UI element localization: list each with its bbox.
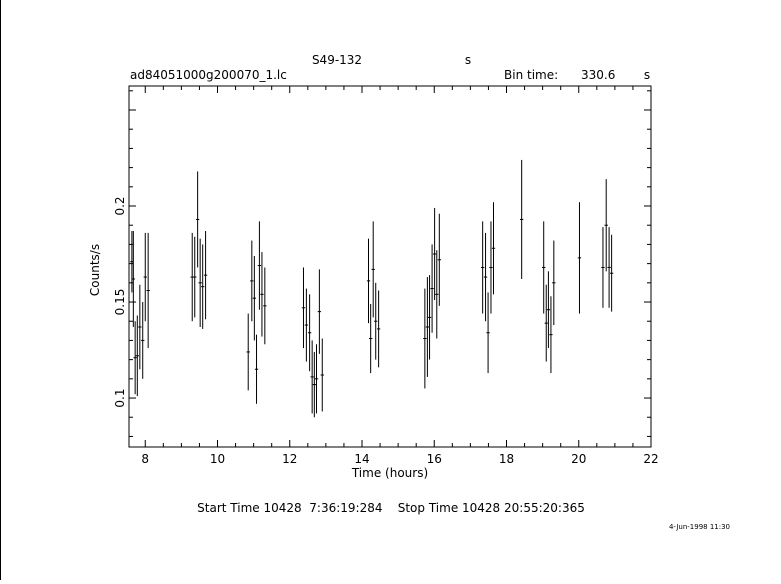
data-point xyxy=(253,256,256,340)
data-point xyxy=(605,179,608,271)
data-point xyxy=(545,285,548,362)
y-tick-label: 0.1 xyxy=(113,388,127,408)
data-point xyxy=(196,171,199,267)
data-point xyxy=(578,202,581,313)
x-tick-label: 12 xyxy=(282,452,298,466)
data-point xyxy=(426,277,429,377)
data-point xyxy=(377,291,380,368)
data-point xyxy=(258,221,261,309)
data-point xyxy=(369,304,372,373)
x-tick-label: 10 xyxy=(209,452,226,466)
data-point xyxy=(552,241,555,325)
data-point xyxy=(250,241,253,322)
data-point xyxy=(607,227,610,308)
data-point xyxy=(372,221,375,317)
start-stop-times: Start Time 10428 7:36:19:284 Stop Time 10428 20:55:20:365 xyxy=(197,501,585,515)
data-point xyxy=(321,339,324,412)
data-point xyxy=(133,321,136,394)
data-point xyxy=(313,352,316,417)
data-point xyxy=(520,160,523,279)
data-point xyxy=(547,271,550,348)
y-axis-ticks xyxy=(113,91,651,437)
data-point xyxy=(549,296,552,373)
plot-frame xyxy=(129,86,651,447)
data-point xyxy=(146,233,149,348)
data-point xyxy=(423,289,426,389)
lc-filename: ad84051000g200070_1.lc xyxy=(130,68,287,82)
data-point xyxy=(201,244,204,328)
data-point xyxy=(374,283,377,360)
plot-date: 4-Jun-1998 11:30 xyxy=(668,523,730,531)
data-point xyxy=(433,208,436,300)
data-point xyxy=(204,231,207,319)
left-window-edge xyxy=(0,0,1,580)
y-axis-label: Counts/s xyxy=(88,243,102,297)
data-point xyxy=(486,292,489,373)
data-point xyxy=(302,267,305,348)
data-point xyxy=(492,202,495,294)
data-point xyxy=(318,269,321,353)
data-point xyxy=(601,227,604,308)
x-tick-label: 14 xyxy=(354,452,370,466)
bin-time-value: 330.6 xyxy=(581,68,616,82)
data-point xyxy=(481,221,484,313)
x-tick-label: 18 xyxy=(498,452,515,466)
object-name: S49-132 xyxy=(311,53,363,67)
data-point xyxy=(430,244,433,332)
x-tick-label: 8 xyxy=(141,452,150,466)
data-point xyxy=(141,302,144,379)
data-point xyxy=(144,233,147,321)
data-point xyxy=(305,289,308,362)
bin-time-unit: s xyxy=(643,68,651,82)
data-point xyxy=(367,239,370,323)
data-point xyxy=(438,214,441,306)
y-tick-label: 0.15 xyxy=(113,288,127,316)
data-points xyxy=(130,160,613,417)
bin-time-label: Bin time: xyxy=(504,68,559,82)
data-point xyxy=(484,233,487,321)
data-point xyxy=(542,221,545,313)
data-point xyxy=(138,285,141,369)
x-axis-label: Time (hours) xyxy=(351,466,429,480)
data-point xyxy=(260,252,263,336)
y-tick-label: 0.2 xyxy=(113,196,127,216)
data-point xyxy=(247,314,250,391)
data-point xyxy=(263,267,266,344)
x-tick-label: 22 xyxy=(643,452,659,466)
data-point xyxy=(610,235,613,312)
data-point xyxy=(315,344,318,413)
data-point xyxy=(255,335,258,404)
data-point xyxy=(199,239,202,327)
data-point xyxy=(435,250,438,338)
x-tick-label: 16 xyxy=(426,452,442,466)
data-point xyxy=(136,315,139,396)
data-point xyxy=(428,275,431,359)
data-point xyxy=(489,221,492,313)
x-tick-label: 20 xyxy=(571,452,587,466)
data-point xyxy=(310,340,313,413)
object-unit-label: s xyxy=(464,53,472,67)
data-point xyxy=(193,237,196,318)
x-axis-ticks xyxy=(141,86,658,466)
data-point xyxy=(308,294,311,371)
